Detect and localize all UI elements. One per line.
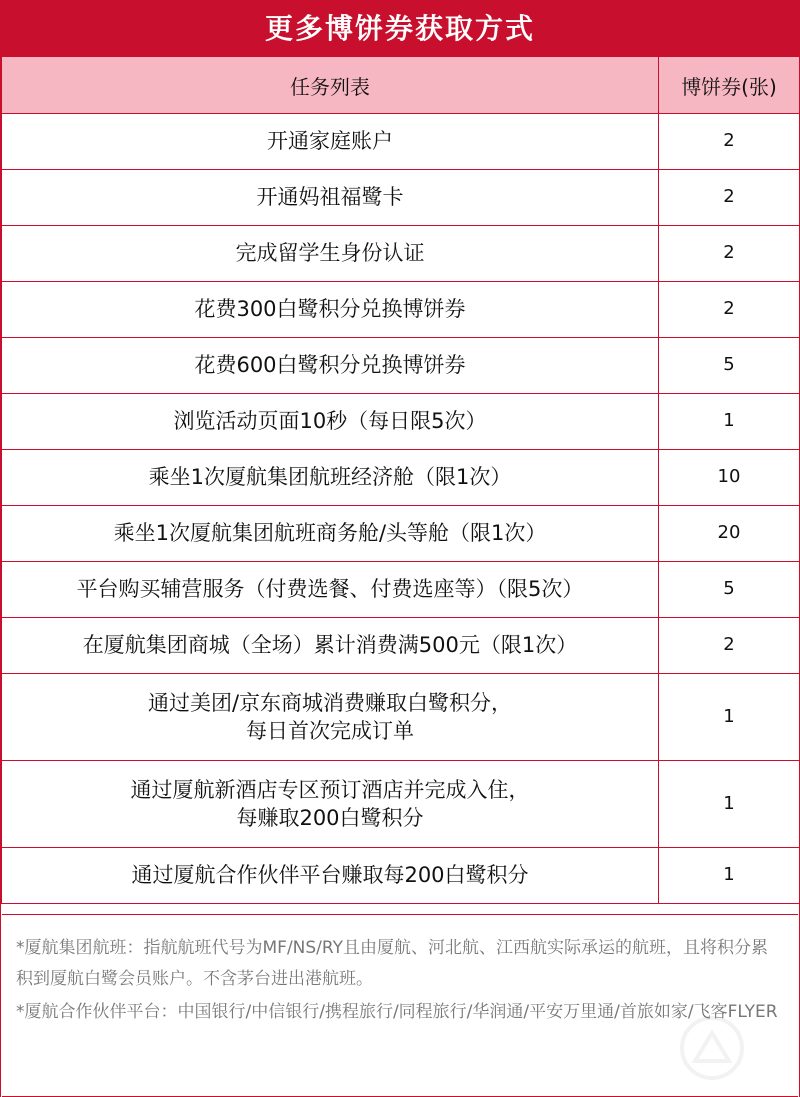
table-row <box>2 506 800 562</box>
task-line-2: 每赚取200白鹭积分 <box>236 806 424 830</box>
task-line-1: 通过厦航新酒店专区预订酒店并完成入住， <box>130 777 530 802</box>
table-row <box>2 848 800 904</box>
task-cell: 花费300白鹭积分兑换博饼券 <box>2 282 659 338</box>
task-cell <box>2 674 659 761</box>
task-cell: 花费600白鹭积分兑换博饼券 <box>2 338 659 394</box>
table-row <box>2 674 800 761</box>
table-header-row <box>2 57 800 114</box>
footnote-flights: *厦航集团航班：指航航班代号为MF/NS/RY且由厦航、河北航、江西航实际承运的航班，且将积分累积到厦航白鹭会员账户。不含茅台进出港航班。 <box>16 938 769 989</box>
task-line-1: 通过美团/京东商城消费赚取白鹭积分， <box>147 690 513 715</box>
task-cell: 浏览活动页面10秒（每日限5次） <box>2 394 659 450</box>
count-cell: 5 <box>659 338 800 394</box>
feike-logo-icon <box>677 1013 747 1083</box>
count-cell: 20 <box>659 506 800 562</box>
header-task: 任务列表 <box>2 57 659 114</box>
table-row <box>2 562 800 618</box>
count-cell: 2 <box>659 282 800 338</box>
count-cell: 1 <box>659 394 800 450</box>
count-cell: 2 <box>659 170 800 226</box>
header-count: 博饼券(张) <box>659 57 800 114</box>
task-cell: 通过厦航合作伙伴平台赚取每200白鹭积分 <box>2 848 659 904</box>
count-cell: 1 <box>659 761 800 848</box>
table-row <box>2 761 800 848</box>
task-cell: 在厦航集团商城（全场）累计消费满500元（限1次） <box>2 618 659 674</box>
task-cell: 乘坐1次厦航集团航班商务舱/头等舱（限1次） <box>2 506 659 562</box>
page-title: 更多博饼券获取方式 <box>1 0 799 56</box>
count-cell: 2 <box>659 618 800 674</box>
table-row <box>2 170 800 226</box>
task-table <box>1 56 800 904</box>
footnote-partners: *厦航合作伙伴平台：中国银行/中信银行/携程旅行/同程旅行/华润通/平安万里通/首旅如家/飞客FLYER <box>16 1002 778 1022</box>
table-row <box>2 450 800 506</box>
task-cell: 完成留学生身份认证 <box>2 226 659 282</box>
table-row <box>2 394 800 450</box>
count-cell: 1 <box>659 674 800 761</box>
count-cell: 10 <box>659 450 800 506</box>
count-cell: 2 <box>659 226 800 282</box>
table-row <box>2 114 800 170</box>
count-cell: 1 <box>659 848 800 904</box>
task-line-2: 每日首次完成订单 <box>246 719 414 743</box>
table-row <box>2 226 800 282</box>
task-cell: 开通家庭账户 <box>2 114 659 170</box>
count-cell: 2 <box>659 114 800 170</box>
table-row <box>2 618 800 674</box>
task-cell: 乘坐1次厦航集团航班经济舱（限1次） <box>2 450 659 506</box>
task-cell: 平台购买辅营服务（付费选餐、付费选座等）（限5次） <box>2 562 659 618</box>
task-cell <box>2 761 659 848</box>
task-cell: 开通妈祖福鹭卡 <box>2 170 659 226</box>
table-row <box>2 282 800 338</box>
count-cell: 5 <box>659 562 800 618</box>
table-row <box>2 338 800 394</box>
